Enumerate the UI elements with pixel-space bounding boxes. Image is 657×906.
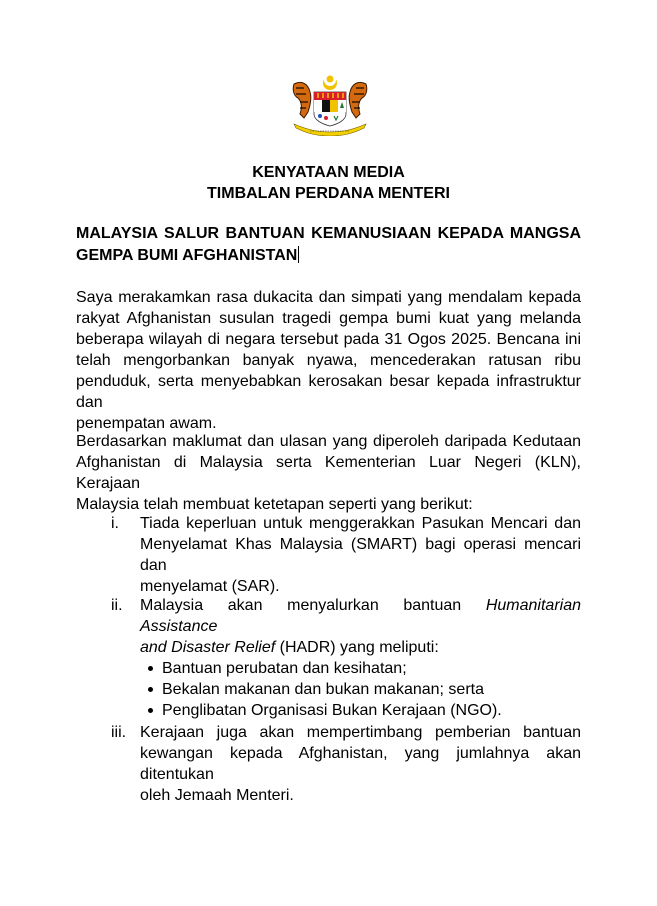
list-item-line: Menyelamat Khas Malaysia (SMART) bagi operasi mencari dan: [140, 536, 581, 574]
paragraph-line: Afghanistan di Malaysia serta Kementerian Luar Negeri (KLN), Kerajaan: [76, 454, 581, 492]
headline-line-2: GEMPA BUMI AFGHANISTAN: [76, 247, 298, 264]
list-item-line: kewangan kepada Afghanistan, yang jumlahnya akan ditentukan: [140, 745, 581, 783]
list-item-line: Kerajaan juga akan mempertimbang pemberian bantuan: [140, 724, 581, 741]
list-item-text: Malaysia akan menyalurkan bantuan: [140, 597, 486, 614]
list-item-line: menyelamat (SAR).: [140, 578, 280, 595]
headline-line-1: MALAYSIA SALUR BANTUAN KEMANUSIAAN KEPADA MANGSA: [76, 225, 581, 242]
paragraph-decisions-intro: [76, 431, 581, 515]
bullet-item: [140, 700, 581, 721]
title-line-kenyataan-media: KENYATAAN MEDIA: [252, 164, 405, 181]
malaysia-coat-of-arms-logo: [284, 74, 376, 136]
bullet-icon: [148, 666, 153, 671]
list-item-line: Tiada keperluan untuk menggerakkan Pasukan Mencari dan: [140, 515, 581, 532]
list-item-line: oleh Jemaah Menteri.: [140, 787, 294, 804]
paragraph-line: Berdasarkan maklumat dan ulasan yang diperoleh daripada Kedutaan: [76, 433, 581, 450]
text-cursor: [298, 246, 299, 263]
press-statement-title: [0, 162, 657, 204]
list-numeral: i.: [111, 515, 119, 532]
list-numeral: iii.: [111, 724, 127, 741]
paragraph-line: penempatan awam.: [76, 415, 217, 432]
paragraph-line: beberapa wilayah di negara tersebut pada 31 Ogos 2025. Bencana ini: [76, 331, 581, 348]
bullet-item: [140, 658, 581, 679]
bullet-item: [140, 679, 581, 700]
paragraph-line: rakyat Afghanistan susulan tragedi gempa bumi kuat yang melanda: [76, 310, 581, 327]
paragraph-line: Saya merakamkan rasa dukacita dan simpati yang mendalam kepada: [76, 289, 581, 306]
paragraph-line: telah mengorbankan banyak nyawa, mencederakan ratusan ribu: [76, 352, 581, 369]
bullet-icon: [148, 708, 153, 713]
bullet-text: Bantuan perubatan dan kesihatan;: [162, 660, 407, 677]
list-item-line: [140, 637, 581, 658]
title-line-deputy-prime-minister: TIMBALAN PERDANA MENTERI: [207, 185, 450, 202]
bullet-text: Penglibatan Organisasi Bukan Kerajaan (NGO).: [162, 702, 502, 719]
paragraph-line: Malaysia telah membuat ketetapan seperti yang berikut:: [76, 496, 473, 513]
list-item-italic-text: and Disaster Relief: [140, 639, 276, 656]
bullet-icon: [148, 687, 153, 692]
paragraph-condolences: [76, 287, 581, 434]
hadr-bullet-list: [140, 658, 581, 721]
list-item-italic-text: Humanitarian Assistance: [140, 597, 581, 635]
list-numeral: ii.: [111, 597, 123, 614]
paragraph-line: penduduk, serta menyebabkan kerosakan besar kepada infrastruktur dan: [76, 373, 581, 411]
headline: [76, 223, 581, 267]
bullet-text: Bekalan makanan dan bukan makanan; serta: [162, 681, 484, 698]
list-item-line: [140, 595, 581, 637]
list-item-text: (HADR) yang meliputi:: [275, 639, 439, 656]
